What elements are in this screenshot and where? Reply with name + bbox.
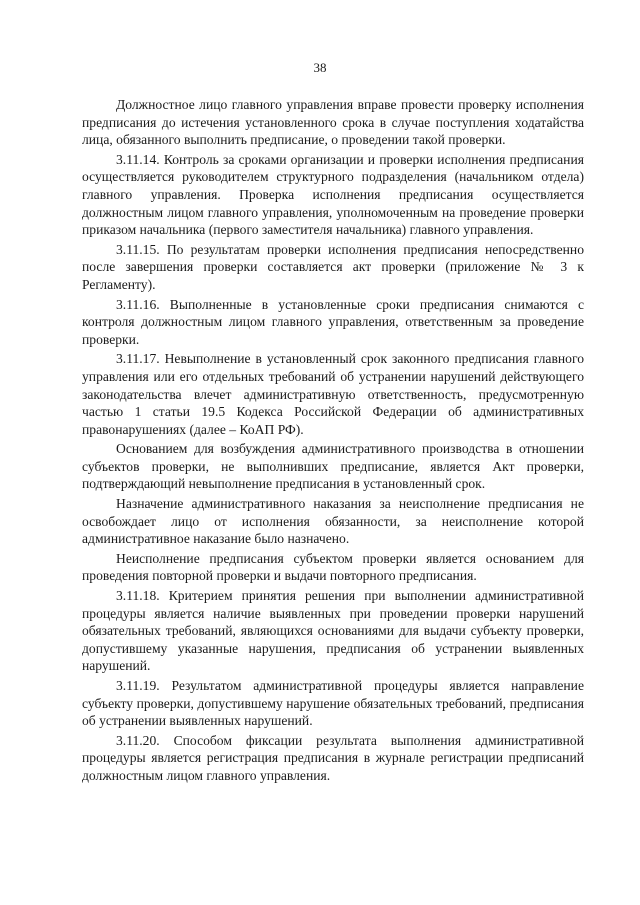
paragraph-3-11-17: 3.11.17. Невыполнение в установленный срок законного предписания главного управления или его отдельных требований об устранении нарушений действующего законодательства влечет административную ответственность, предусмотренную частью 1 статьи 19.5 Кодекса Российской Федерации об административных правонарушениях (далее – КоАП РФ). xyxy=(82,351,584,437)
paragraph-3-11-15: 3.11.15. По результатам проверки исполнения предписания непосредственно после завершения проверки составляется акт проверки (приложение № 3 к Регламенту). xyxy=(82,241,584,292)
paragraph-3-11-14: 3.11.14. Контроль за сроками организации и проверки исполнения предписания осуществляется руководителем структурного подразделения (начальником отдела) главного управления. Проверка исполнения предписания осуществляется должностным лицом главного управления, уполномоченным на проведение проверки приказом начальника (первого заместителя начальника) главного управления. xyxy=(82,151,584,238)
paragraph-3-11-18: 3.11.18. Критерием принятия решения при выполнении административной процедуры является наличие выявленных при проведении проверки нарушений обязательных требований, являющихся основаниями для выдачи субъекту проверки, допустившему указанные нарушения, предписания об устранении выявленных нарушений. xyxy=(82,588,584,674)
paragraph-3-11-19: 3.11.19. Результатом административной процедуры является направление субъекту проверки, допустившему нарушение обязательных требований, предписания об устранении выявленных нарушений. xyxy=(82,678,584,729)
paragraph-3-11-20: 3.11.20. Способом фиксации результата выполнения административной процедуры является регистрация предписания в журнале регистрации предписаний должностным лицом главного управления. xyxy=(82,732,584,783)
document-body xyxy=(82,96,584,785)
paragraph-3-11-16: 3.11.16. Выполненные в установленные сроки предписания снимаются с контроля должностным лицом главного управления, ответственным за проведение проверки. xyxy=(82,296,584,347)
paragraph-inspection-right: Должностное лицо главного управления вправе провести проверку исполнения предписания до истечения установленного срока в случае поступления ходатайства лица, обязанного выполнить предписание, о проведении такой проверки. xyxy=(82,97,584,148)
paragraph-penalty: Назначение административного наказания за неисполнение предписания не освобождает лицо от исполнения обязанности, за неисполнение которой административное наказание было назначено. xyxy=(82,496,584,547)
paragraph-non-execution: Неисполнение предписания субъектом проверки является основанием для проведения повторной проверки и выдачи повторного предписания. xyxy=(82,550,584,584)
paragraph-grounds: Основанием для возбуждения административного производства в отношении субъектов проверки, не выполнивших предписание, является Акт проверки, подтверждающий невыполнение предписания в установленный срок. xyxy=(82,441,584,492)
page-number: 38 xyxy=(313,60,327,75)
